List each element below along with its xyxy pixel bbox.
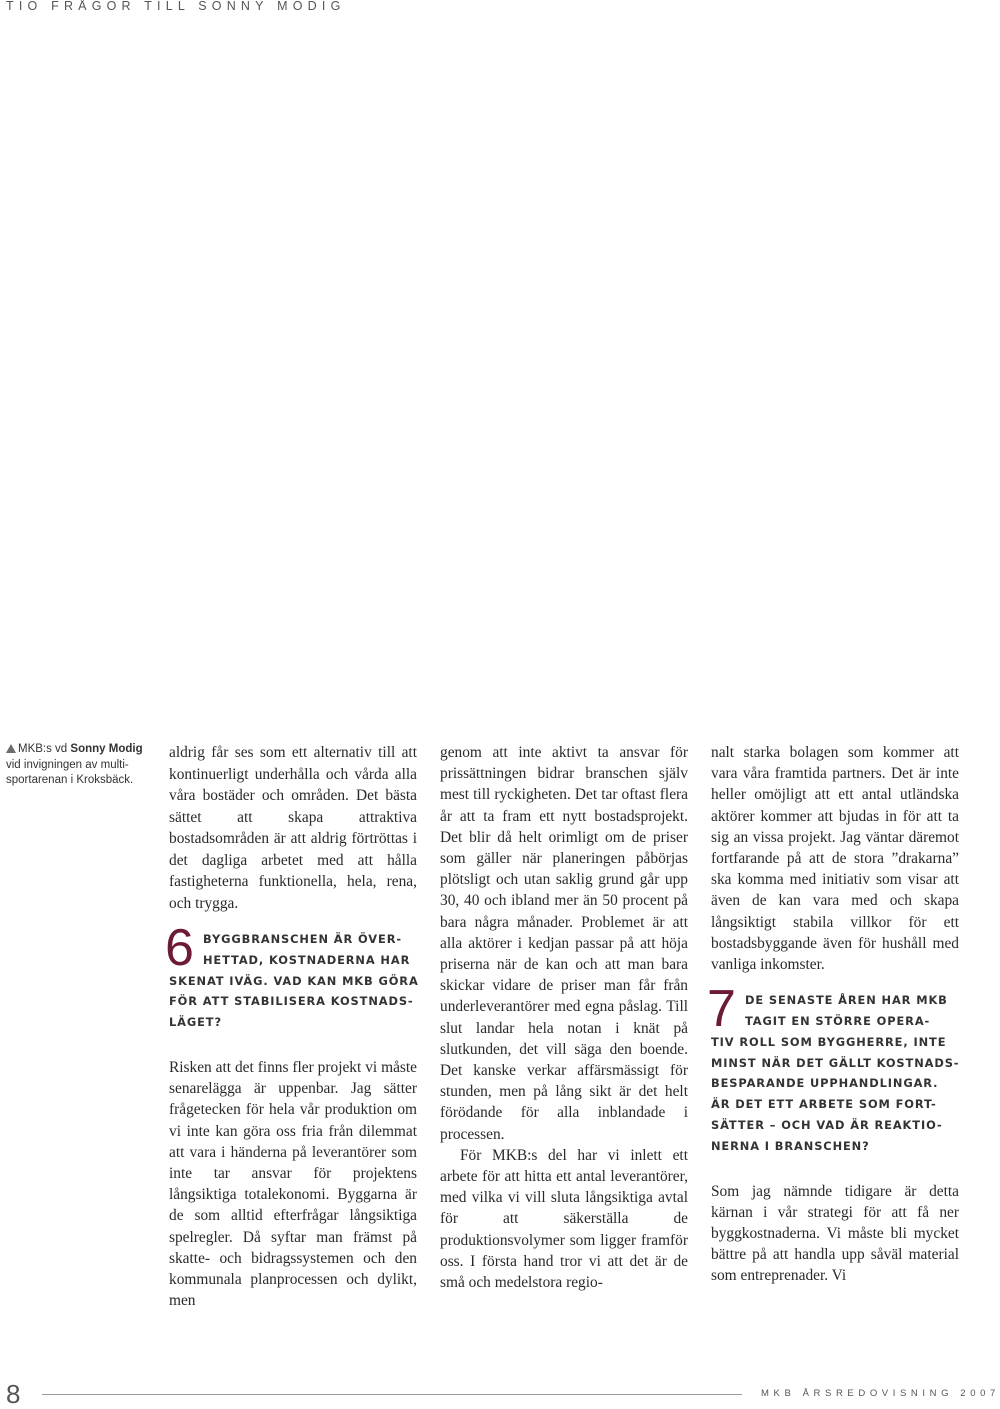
body-paragraph: aldrig får ses som ett alternativ till att kontinuerligt underhålla och vårda alla våra bostäder och områden. Det bästa sättet att skapa attraktiva bostadsområden är att aldrig förtröttas i det dagliga arbetet med att hålla fastigheterna funktionella, hela, rena, och trygga. <box>169 744 417 912</box>
body-paragraph: genom att inte aktivt ta ansvar för prissättningen bidrar branschen själv mest till ryckigheten. Det tar oftast flera år att ta fram ett nytt bostadsprojekt. Det blir då helt orimligt om de priser som gäller när planeringen påbörjas plötsligt och utan saklig grund går upp 30, 40 och ibland mer än 50 procent på bara några månader. Problemet är att alla aktörer i kedjan passar på att höja priserna när de kan och att man bara skickar vidare de priser man får från underleverantörer med egna påslag. Till slut landar hela notan i knät på slutkunden, det vill säga den boende. Det kanske verkar affärsmässigt för stunden, men på lång sikt är det helt förödande för alla inblandade i processen. <box>440 744 688 1143</box>
triangle-pointer-icon <box>6 744 16 753</box>
body-paragraph: För MKB:s del har vi inlett ett arbete för att hitta ett antal leverantörer, med vilka vi vill sluta långsiktiga avtal för att säkerställa de produktionsvolymer som ligger framför oss. I första hand tror vi att det är de små och medelstora regio- <box>440 1146 688 1292</box>
question-line: BYGGBRANSCHEN ÄR ÖVER- <box>203 932 403 946</box>
question-line: ÄR DET ETT ARBETE SOM FORT- <box>711 1097 937 1112</box>
question-line: BESPARANDE UPPHANDLINGAR. <box>711 1076 939 1091</box>
question-number: 7 <box>707 980 736 1039</box>
question-line: HETTAD, KOSTNADERNA HAR <box>203 952 411 967</box>
caption-text: vid invigningen av multi-sportarenan i Kroksbäck. <box>6 758 134 786</box>
question-line: TIV ROLL SOM BYGGHERRE, INTE <box>711 1034 947 1049</box>
body-paragraph: nalt starka bolagen som kommer att vara våra framtida partners. Det är inte heller omöjligt att ett antal utländska aktörer kommer att bjudas in för att ta sig an vissa projekt. Jag väntar däremot fortfarande på att de stora ”drakarna” ska komma med initiativ som visar att även de kan vara med och skapa långsiktigt stabila villkor för ett bostadsbyggande även för hushåll med vanliga inkomster. <box>711 744 959 974</box>
question-line: SÄTTER – OCH VAD ÄR REAKTIO- <box>711 1118 943 1133</box>
question-line: LÄGET? <box>169 1015 222 1030</box>
running-header: TIO FRÅGOR TILL SONNY MODIG <box>6 0 346 13</box>
question-number: 6 <box>165 919 194 977</box>
question-line: NERNA I BRANSCHEN? <box>711 1138 870 1153</box>
question-line: MINST NÄR DET GÄLLT KOSTNADS- <box>711 1055 960 1070</box>
body-paragraph: Som jag nämnde tidigare är detta kärnan i vår strategi för att få ner byggkostnaderna. Vi måste bli mycket bättre på att handla upp såväl material som entreprenader. Vi <box>711 1182 959 1285</box>
text-column-3 <box>707 742 960 1287</box>
question-line: SKENAT IVÄG. VAD KAN MKB GÖRA <box>169 973 419 988</box>
question-line: TAGIT EN STÖRRE OPERA- <box>745 1014 931 1029</box>
footer-divider <box>42 1394 742 1395</box>
question-line: FÖR ATT STABILISERA KOSTNADS- <box>169 994 414 1009</box>
question-line: DE SENASTE ÅREN HAR MKB <box>745 993 948 1008</box>
text-column-1 <box>165 742 419 1311</box>
photo-caption <box>6 742 156 789</box>
text-column-2 <box>440 742 688 1293</box>
footer-publication-title: MKB ÅRSREDOVISNING 2007 <box>761 1388 1000 1399</box>
question-6 <box>165 919 419 1033</box>
question-7 <box>707 980 960 1156</box>
page-number: 8 <box>6 1379 21 1409</box>
caption-prefix: MKB:s vd <box>18 743 71 755</box>
caption-name: Sonny Modig <box>70 743 143 755</box>
body-paragraph: Risken att det finns fler projekt vi måste senarelägga är uppenbar. Jag sätter frågetecken för hela vår produktion om vi inte kan göra oss fria från dilemmat att vara i händerna på leverantörer som inte tar ansvar för projektens långsiktiga totalekonomi. Byggarna är de som alltid efterfrågar långsiktiga spelregler. Då syftar man främst på skatte- och bidragssystemen och den kommunala planprocessen och dylikt, men <box>169 1058 417 1310</box>
